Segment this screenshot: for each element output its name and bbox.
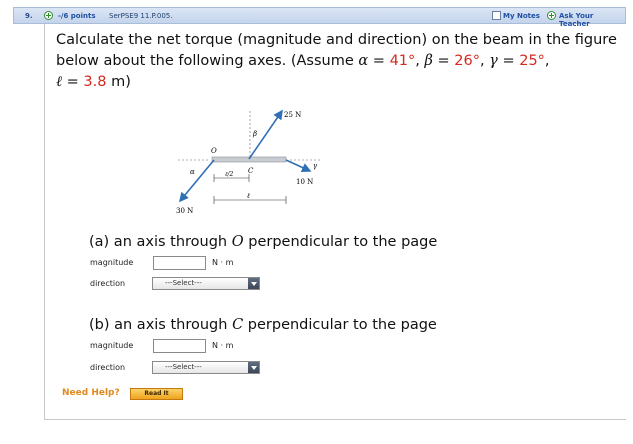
part-b-direction-select[interactable] [152,361,260,374]
label-alpha: α [190,168,195,176]
beta-value: 26° [454,53,480,69]
force-30n-arrow [180,160,214,201]
read-it-button[interactable]: Read It [130,388,183,400]
ask-teacher-link[interactable]: Ask Your Teacher [559,12,594,28]
problem-line-2: below about the following axes. (Assume α = 41°, β = 26°, γ = 25°, [56,53,550,69]
part-b-unit: N · m [212,341,234,350]
part-a-unit: N · m [212,258,234,267]
label-10n: 10 N [296,178,314,186]
part-b-direction-value: ---Select--- [165,363,202,371]
part-b-prompt: (b) an axis through C perpendicular to the page [89,317,437,333]
label-half-ell: ℓ/2 [225,171,234,178]
need-help-label: Need Help? [62,388,120,398]
question-header [13,7,626,28]
problem-line-3: ℓ = 3.8 m) [56,74,131,90]
chevron-down-icon[interactable] [248,362,259,373]
beta-symbol: β [424,53,433,69]
label-gamma: γ [313,162,318,170]
alpha-value: 41° [389,53,416,69]
part-b-magnitude-input[interactable] [153,339,206,353]
label-ell: ℓ [247,192,250,200]
part-a-direction-select[interactable] [152,277,260,290]
expand-plus-icon[interactable] [44,11,53,20]
part-a-magnitude-input[interactable] [153,256,206,270]
label-30n: 30 N [176,207,194,215]
problem-code: SerPSE9 11.P.005. [109,12,173,20]
part-a-magnitude-label: magnitude [90,258,134,267]
my-notes-checkbox[interactable] [492,11,501,20]
ell-symbol: ℓ [56,74,63,90]
part-a-direction-label: direction [90,279,126,288]
gamma-value: 25° [519,53,545,69]
my-notes-link[interactable]: My Notes [503,12,540,20]
label-beta: β [253,130,258,138]
chevron-down-icon[interactable] [248,278,259,289]
part-b-magnitude-label: magnitude [90,341,134,350]
points-label: -/6 points [58,12,96,20]
part-a-direction-value: ---Select--- [165,279,202,287]
part-a-prompt: (a) an axis through O perpendicular to the page [89,234,438,250]
force-10n-arrow [286,160,310,171]
ell-value: 3.8 [83,74,107,90]
label-c: C [248,167,254,175]
alpha-symbol: α [358,53,369,69]
label-o: O [211,147,217,155]
beam-figure [170,103,330,223]
problem-statement [56,30,622,93]
ask-teacher-plus-icon[interactable] [547,11,556,20]
gamma-symbol: γ [489,53,498,69]
part-b-direction-label: direction [90,363,126,372]
label-25n: 25 N [284,111,302,119]
question-number: 9. [25,12,33,20]
problem-line-1: Calculate the net torque (magnitude and direction) on the beam in the figure [56,32,617,48]
